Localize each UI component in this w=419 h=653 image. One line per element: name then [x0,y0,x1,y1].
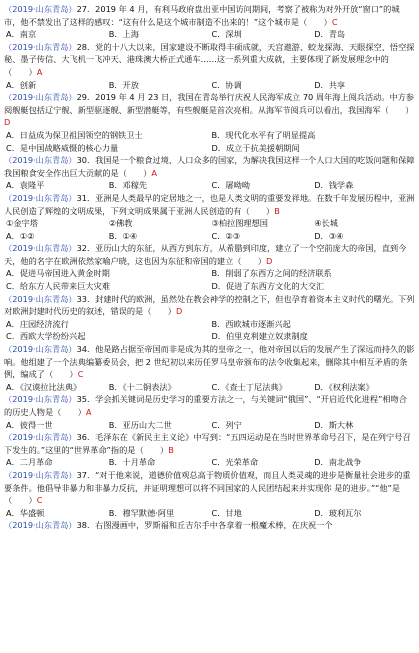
question-text [4,91,415,129]
question-stem: 31．亚洲是人类最早的定居地之一，也是人类文明的重要发祥地。在数千年发展历程中，亚洲人民创造了辉煌的文明成果，下列文明成果属于亚洲人民创造的有（ ） [4,192,415,216]
question-text [4,431,415,456]
option-item: ③柏拉图理想国 [211,218,268,229]
question-text [4,41,415,79]
answer-mark: B [274,205,280,216]
question-text [4,242,415,267]
question-stem: 35．学会抓关键词是历史学习的重要方法之一，与关键词“俄国”、“开启近代化进程”相吻合的历史人物是（ ） [4,394,407,417]
question-stem: 32．亚历山大的东征，从西方到东方，从希腊到印度，建立了一个空前庞大的帝国，直到今天，他的名字在欧洲依然家喻户晓，这也因为东征和帝国的建立（ ） [4,243,407,266]
option-item: A．①② [6,230,35,241]
question-stem: 33．封建时代的欧洲，虽然处在教会神学的控制之下，但也孕育着资本主义时代的曙光。下列对欧洲封建时代历史的叙述，错误的是（ ） [4,293,415,317]
question-block [4,393,415,431]
question-text [4,192,415,217]
option-item: B．穆罕默德·阿里 [108,507,175,518]
option-item: C．列宁 [211,419,242,430]
question-source: （2019·山东青岛） [4,344,77,355]
question-block [4,519,415,532]
question-stem: 30．我国是一个粮食过境、人口众多的国家，为解决我国这样一个人口大国的吃饭问题和保障我国粮食安全作出巨大贡献的是（ ） [4,155,415,178]
option-item: D．青岛 [314,29,346,40]
question-text [4,393,415,418]
option-item: B．削弱了东西方之间的经济联系 [211,268,332,279]
question-source: （2019·山东青岛） [4,192,77,203]
option-item: D．钱学森 [314,180,354,191]
option-item: D．南北战争 [314,457,362,468]
options-row [4,267,415,292]
option-item: ②佛教 [108,218,133,229]
option-item: B．十月革命 [108,457,156,468]
option-item: C．屠呦呦 [211,180,250,191]
question-stem: 37．“对于他来说，道德价值观总高于物质价值观，而且人类灵魂的进步是衡量社会进步的重要条件。他倡导非暴力和非暴力反抗，并证明理想可以将不同国家的人民团结起来并实现你 是的进步。”“他”是（ ） [4,469,411,506]
option-item: A．南京 [6,29,37,40]
question-text [4,293,415,318]
answer-mark: C [77,369,84,380]
question-block [4,192,415,242]
question-source: （2019·山东青岛） [4,293,77,304]
question-text [4,519,415,532]
question-text [4,343,415,381]
question-block [4,343,415,393]
option-item: A．创新 [6,79,37,90]
question-source: （2019·山东青岛） [4,520,77,531]
question-stem: 38．右图漫画中，罗斯福和丘吉尔手中各拿着一根魔术棒，在庆祝一个 [76,520,333,531]
question-source: （2019·山东青岛） [4,394,77,405]
options-row [4,456,415,469]
question-stem: 36．毛泽东在《新民主主义论》中写到：“五四运动是在当时世界革命号召下，是在列宁号召下发生的。”这里的“世界革命”指的是（ ） [4,432,411,455]
options-row [4,419,415,432]
question-stem: 29．2019 年 4 月 23 日，我国在青岛举行庆祝人民海军成立 70 周年海上阅兵活动。中方参阅舰艇包括辽宁舰、新型驱逐舰、新型潜艇等，有些舰艇是首次亮相。从海军节阅兵可以看出，我国海军（ ） [4,92,415,115]
question-block [4,3,415,41]
option-item: B．邓稼先 [108,180,148,191]
question-source: （2019·山东青岛） [4,41,77,52]
answer-mark: A [85,407,92,417]
options-row [4,28,415,41]
option-item: B．现代化水平有了明显提高 [211,129,316,140]
question-source: （2019·山东青岛） [4,4,77,14]
option-item: A．二月革命 [6,457,53,468]
option-item: D．共享 [314,79,346,90]
option-item: A．彼得一世 [6,419,53,430]
option-item: A．庄园经济流行 [6,318,69,329]
option-item: ①金字塔 [6,218,38,229]
option-item: C．是中国战略威慑的核心力量 [6,142,119,153]
option-item: B．①④ [108,230,138,241]
answer-mark: C [36,495,43,506]
options-row [4,79,415,92]
options-row [4,318,415,343]
question-text [4,469,415,507]
option-item: D．成立于抗美援朝期间 [211,142,300,153]
question-block [4,91,415,154]
option-item: C．光荣革命 [211,457,259,468]
options-row [4,507,415,520]
option-item: A．袁隆平 [6,180,45,191]
option-item: D．促进了东西方文化的大交汇 [211,281,325,292]
question-text [4,154,415,179]
option-item: C．甘地 [211,507,242,518]
option-item: B．开放 [108,79,139,90]
question-source: （2019·山东青岛） [4,92,77,103]
question-block [4,431,415,469]
option-item: A．促进马帝国进入黄金时期 [6,268,110,279]
answer-mark: D [175,306,183,317]
option-item: D．玻利瓦尔 [314,507,362,518]
option-item: A．华盛顿 [6,507,45,518]
question-block [4,154,415,192]
option-item: D．③④ [314,230,344,241]
answer-mark: A [36,66,43,77]
question-stem: 28．党的十八大以来，国家建设不断取得丰硕成就，天宫遨游、蛟龙探海、天眼探空、悟空探秘、墨子传信、大飞机一飞冲天、港珠澳大桥正式通车……这一系列重大成就，主要体现了新发展理念中的（ ） [4,41,415,77]
options-row [4,217,415,230]
question-source: （2019·山东青岛） [4,469,77,480]
option-item: C．西欧大学纷纷兴起 [6,331,86,342]
answer-mark: D [4,117,11,128]
question-block [4,242,415,292]
options-row [4,381,415,394]
answer-mark: D [266,255,273,266]
answer-mark: B [168,444,174,455]
option-item: C．《查士丁尼法典》 [211,381,287,392]
question-stem: 27．2019 年 4 月，有利马政府盘出亚中国访问期间，考察了被称为对外开放“窗口”的城市，他不禁发出了这样的感叹：“这有什么是这个城市制造不出来的！”这个城市是（ ） [4,4,400,27]
question-block [4,469,415,519]
option-item: A．《汉谟拉比法典》 [6,381,82,392]
option-item: ④长城 [314,218,338,229]
options-row [4,129,415,154]
question-source: （2019·山东青岛） [4,432,77,443]
option-item: D．伯里克利建立奴隶制度 [211,331,308,342]
option-item: C．②③ [211,230,241,241]
option-item: D．斯大林 [314,419,354,430]
question-block [4,41,415,91]
question-block [4,293,415,343]
options-row [4,230,415,243]
option-item: C．深圳 [211,29,242,40]
option-item: A．日益成为保卫祖国领空的钢铁卫士 [6,129,143,140]
option-item: C．给东方人民带来巨大灾难 [6,281,110,292]
option-item: B．西欧城市逐渐兴起 [211,318,291,329]
question-stem: 34．他是路占据至帝国而非是成为其的皇帝之一，他对帝国以后的发展产生了深远而持久的影响。他组建了一个法典编纂委员会，把 2 世纪初以来历任罗马皇帝颁布的法令收集起来，删除其中相互矛盾的条例，编成了（ ） [4,344,415,380]
option-item: B．上海 [108,29,139,40]
option-item: B．亚历山大二世 [108,419,172,430]
answer-mark: C [331,16,338,27]
question-source: （2019·山东青岛） [4,243,77,254]
option-item: C．协调 [211,79,242,90]
option-item: D．《权利法案》 [314,381,374,392]
question-source: （2019·山东青岛） [4,155,77,166]
answer-mark: A [151,167,157,178]
question-text [4,3,415,28]
option-item: B．《十二铜表法》 [108,381,176,392]
options-row [4,179,415,192]
